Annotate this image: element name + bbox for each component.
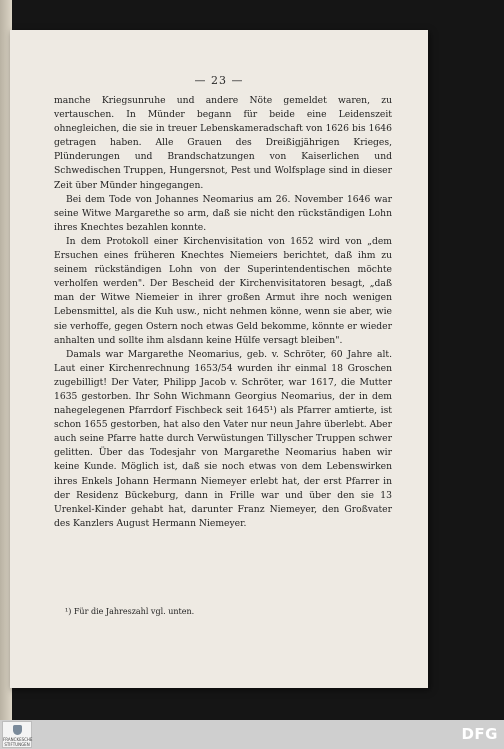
book-page (10, 30, 428, 688)
francke-logo-text: FRANCKESCHE STIFTUNGEN (3, 737, 33, 747)
emblem-icon (13, 725, 22, 735)
page-number: — 23 — (194, 74, 244, 87)
francke-logo[interactable] (2, 721, 32, 748)
paragraph-4: Damals war Margarethe Neomarius, geb. v. Schröter, 60 Jahre alt. Laut einer Kirchenrechnung 1653/54 wurden ihr einmal 18 Groschen zugebilligt! Der Vater, Philipp Jacob v. Schröter, war 1617, die Mutter 1635 gestorben. Ihr Sohn Wichmann Georgius Neomarius, der in dem nahegelegenen Pfarrdorf Fischbeck seit 1645¹) als Pfarrer amtierte, ist schon 1655 gestorben, hat also den Vater nur neun Jahre überlebt. Aber auch seine Pfarre hatte durch Verwüstungen Tillyscher Truppen schwer gelitten. Über das Todesjahr von Margarethe Neomarius haben wir keine Kunde. Möglich ist, daß sie noch etwas von dem Lebenswirken ihres Enkels Johann Hermann Niemeyer erlebt hat, der erst Pfarrer in der Residenz Bückeburg, dann in Frille war und über den sie 13 Urenkel-Kinder gehabt hat, darunter Franz Niemeyer, den Großvater des Kanzlers August Hermann Niemeyer. (54, 348, 392, 529)
body-text (54, 94, 392, 531)
paragraph-3: In dem Protokoll einer Kirchenvisitation von 1652 wird von „dem Ersuchen eines früheren Knechtes Niemeiers berichtet, daß ihm zu seinem rückständigen Lohn von der Superintendentischen möchte verholfen werden". Der Bescheid der Kirchenvisitatoren besagt, „daß man der Witwe Niemeier in ihrer großen Armut ihre noch wenigen Lebensmittel, als die Kuh usw., nicht nehmen könne, wenn sie aber, wie sie verhoffe, gegen Ostern noch etwas Geld bekomme, könnte er wieder anhalten und sollte ihm alsdann keine Hülfe versagt bleiben". (54, 235, 392, 346)
paragraph-2: Bei dem Tode von Johannes Neomarius am 26. November 1646 war seine Witwe Margarethe so arm, daß sie nicht den rückständigen Lohn ihres Knechtes bezahlen konnte. (54, 193, 392, 233)
paragraph-1: manche Kriegsunruhe und andere Nöte gemeldet waren, zu vertauschen. In Münder begann für beide eine Leidenszeit ohnegleichen, die sie in treuer Lebenskameradschaft von 1626 bis 1646 getragen haben. Alle Grauen des Dreißigjährigen Krieges, Plünderungen und Brandschatzungen von Kaiserlichen und Schwedischen Truppen, Hungersnot, Pest und Wolfsplage sind in dieser Zeit über Münder hingegangen. (54, 95, 392, 191)
footnote: ¹) Für die Jahreszahl vgl. unten. (65, 607, 195, 616)
viewer-footer (0, 720, 504, 749)
dfg-logo[interactable]: DFG (461, 725, 498, 743)
